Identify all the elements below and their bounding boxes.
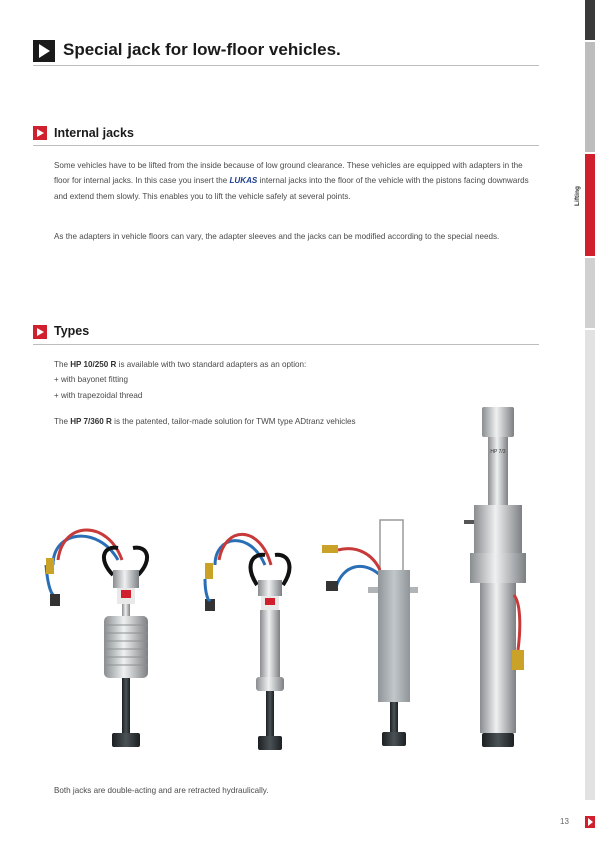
section-arrow-icon xyxy=(33,126,47,145)
side-tab-gray-2 xyxy=(585,258,595,328)
types-text xyxy=(54,357,384,403)
internal-jacks-paragraph-1: Some vehicles have to be lifted from the inside because of low ground clearance. These vehicles are equipped with adapters in the floor for internal jacks. In this case you insert the LUKAS internal jacks into the floor of the vehicle with the pistons facing downwards and extend them slowly. This enables you to lift the vehicle safely at several points. xyxy=(54,161,529,201)
types-heading: Types xyxy=(54,324,90,338)
model-hp-10-250-r: HP 10/250 R xyxy=(70,360,117,369)
brand-lukas: LUKAS xyxy=(229,176,258,186)
hp10-line: The HP 10/250 R is available with two standard adapters as an option: xyxy=(54,360,307,369)
model-hp-7-360-r: HP 7/360 R xyxy=(70,417,112,426)
option-trapezoidal: + with trapezoidal thread xyxy=(54,390,143,400)
side-tab-gray-3 xyxy=(585,330,595,800)
page-title: Special jack for low-floor vehicles. xyxy=(63,40,341,59)
jack-image-4 xyxy=(462,405,537,760)
option-bayonet: + with bayonet fitting xyxy=(54,375,129,385)
footer-note: Both jacks are double-acting and are retracted hydraulically. xyxy=(54,786,269,795)
jack-label-text: HP 7/3 xyxy=(490,449,506,455)
title-arrow-icon xyxy=(33,40,55,67)
section-arrow-icon xyxy=(33,325,47,344)
side-tab-label: Lifting xyxy=(574,186,581,206)
hp7-line: The HP 7/360 R is the patented, tailor-made solution for TWM type ADtranz vehicles xyxy=(54,417,356,426)
internal-jacks-divider xyxy=(33,145,539,146)
side-tab-top xyxy=(585,0,595,40)
jack-image-1 xyxy=(38,520,168,765)
title-divider xyxy=(33,65,539,66)
side-tab-active-red xyxy=(585,154,595,256)
page-number: 13 xyxy=(560,817,569,826)
page-arrow-icon xyxy=(585,815,595,833)
internal-jacks-paragraph-2: As the adapters in vehicle floors can vary, the adapter sleeves and the jacks can be modified according to the special needs. xyxy=(54,232,500,241)
side-tab-gray-1 xyxy=(585,42,595,152)
jack-image-3 xyxy=(318,515,428,760)
internal-jacks-heading: Internal jacks xyxy=(54,126,134,140)
jack-image-2 xyxy=(195,525,305,760)
types-divider xyxy=(33,344,539,345)
